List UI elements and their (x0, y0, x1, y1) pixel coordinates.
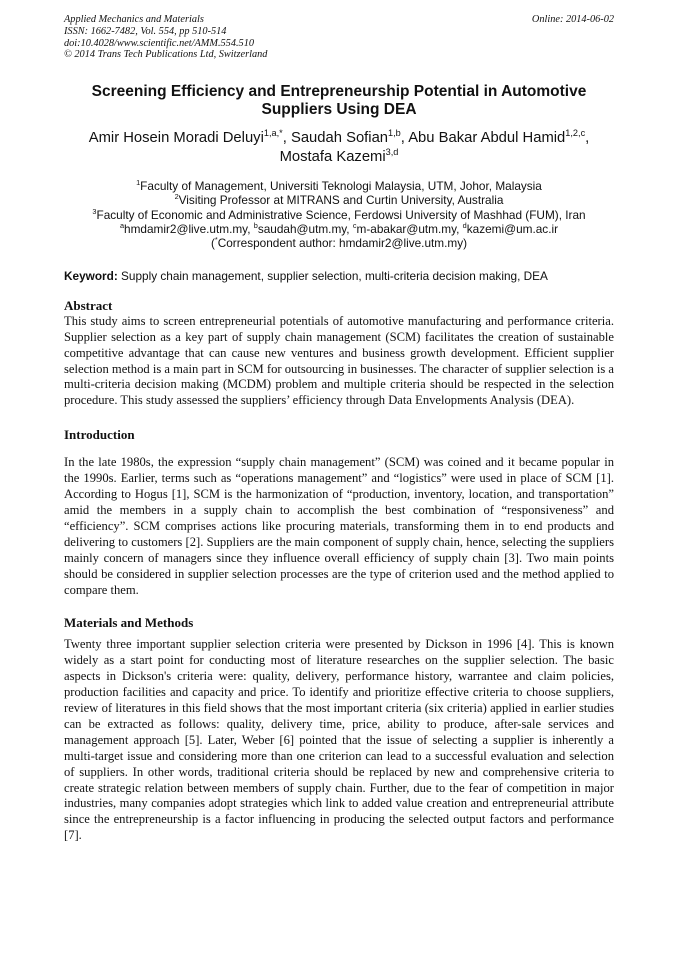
authors-line-1 (64, 129, 614, 148)
affiliation-2 (64, 193, 614, 207)
affiliation-sup: 2 (174, 192, 179, 202)
affiliations (64, 179, 614, 251)
correspondent-text: Correspondent author: hmdamir2@live.utm.my) (217, 236, 468, 251)
affiliation-text: Visiting Professor at MITRANS and Curtin University, Australia (178, 193, 504, 208)
email-sup: d (462, 221, 467, 231)
affiliation-text: Faculty of Management, Universiti Teknologi Malaysia, UTM, Johor, Malaysia (140, 178, 542, 193)
email-sup: c (352, 221, 357, 231)
issn-line: ISSN: 1662-7482, Vol. 554, pp 510-514 (64, 26, 227, 37)
email-sup: a (119, 221, 125, 231)
author-name: Saudah Sofian (290, 129, 389, 146)
introduction-text: In the late 1980s, the expression “supply chain management” (SCM) was coined and it became popular in the 1990s. Earlier, terms such as “operations management” and “logistics” were used in place of SCM [1]. According to Hogus [1], SCM is the harmonization of “production, inventory, location, and transportation” amid the members in a supply chain to accomplish the best combination of “responsiveness” and “efficiency”. SCM comprises actions like procuring materials, transforming them in to end products and delivering to customers [2]. Suppliers are the main component of supply chain, hence, selecting the suppliers mainly concern of managers since they influence overall efficiency of supply chain [3]. Two main points should be considered in supplier selection processes are the type of criterion used and the method applied to compare them. (64, 455, 614, 597)
running-header (64, 14, 614, 26)
affiliation-sup: 1 (136, 177, 141, 187)
author-list (64, 129, 614, 167)
author-separator: , (585, 129, 590, 146)
affiliation-1 (64, 179, 614, 193)
affiliation-text: Faculty of Economic and Administrative Science, Ferdowsi University of Mashhad (FUM), Iran (96, 207, 586, 222)
author-name: Abu Bakar Abdul Hamid (408, 129, 566, 146)
abstract-section (64, 298, 614, 409)
author-name: Amir Hosein Moradi Deluyi (88, 129, 264, 146)
author-separator: , (400, 129, 409, 146)
abstract-heading: Abstract (64, 297, 113, 313)
doi-line: doi:10.4028/www.scientific.net/AMM.554.510 (64, 37, 254, 49)
email-sup: b (253, 221, 258, 231)
correspondent-line (64, 236, 614, 250)
author-sup: 1,2,c (565, 127, 586, 138)
email-line (64, 222, 614, 236)
correspondent-open: ( (210, 236, 215, 251)
email-text: hmdamir2@live.utm.my, (124, 222, 254, 236)
title-line-1: Screening Efficiency and Entrepreneurship Potential in Automotive (91, 82, 587, 100)
author-sup: 1,a,* (263, 127, 283, 138)
correspondent-sup: * (214, 235, 218, 245)
methods-section (64, 615, 614, 844)
authors-line-2 (64, 148, 614, 167)
author-sup: 1,b (388, 127, 401, 138)
introduction-section (64, 427, 614, 598)
journal-name: Applied Mechanics and Materials (64, 14, 204, 25)
paper-page (64, 14, 614, 844)
methods-heading: Materials and Methods (64, 615, 194, 631)
online-date: Online: 2014-06-02 (531, 14, 614, 25)
email-text: kazemi@um.ac.ir (466, 222, 559, 236)
introduction-heading: Introduction (64, 427, 135, 443)
author-name: Mostafa Kazemi (279, 148, 386, 165)
title-line-2: Suppliers Using DEA (261, 100, 417, 118)
affiliation-sup: 3 (92, 206, 97, 216)
paper-title (64, 83, 614, 119)
publication-info (64, 26, 614, 61)
copyright-line: © 2014 Trans Tech Publications Ltd, Switzerland (64, 49, 268, 61)
methods-text: Twenty three important supplier selection criteria were presented by Dickson in 1996 [4]. This is known widely as a start point for conducting most of literature researches on the supplier selection. The basic aspects in Dickson's criteria were: quality, delivery, performance history, warrantee and claim policies, production facilities and capacity and price. To identify and prioritize effective criteria to choose suppliers, review of literatures in this field shows that the most important criteria (six criteria) applied in earlier studies can be extracted as follows: quality, delivery time, price, ability to produce, after-sale services and management approach [5]. Later, Weber [6] pointed that the issue of selecting a supplier is inherently a multi-target issue and considering more than one criterion can lead to a successful evaluation and selection of suppliers. In other words, traditional criteria should be replaced by new and comprehensive criteria to create strategic relation between members of supply chain. Further, due to the fear of competition in major industries, many companies adopt strategies which link to added value creation and entrepreneurial attribute since the entrepreneurship is a factor influencing in producing the selected output factors and performance [7]. (64, 637, 614, 843)
keyword-text: Supply chain management, supplier selection, multi-criteria decision making, DEA (117, 268, 548, 283)
keyword-label: Keyword: (64, 268, 118, 283)
abstract-text: This study aims to screen entrepreneurial potentials of automotive manufacturing and performance criteria. Supplier selection as a key part of supply chain management (SCM) facilitates the creation of sustainable competitive advantage that can cause new ventures and business growth development. Efficient supplier selection method is a main part in SCM for outsourcing in businesses. The character of supplier selection is a multi-criteria decision making (MCDM) problem and multiple criteria should be respected in the selection procedure. This study assessed the suppliers’ efficiency through Data Envelopments Analysis (DEA). (64, 313, 614, 408)
author-separator: , (282, 129, 291, 146)
keywords (64, 269, 614, 283)
author-sup: 3,d (385, 146, 399, 157)
email-text: m-abakar@utm.my, (356, 222, 463, 236)
affiliation-3 (64, 208, 614, 222)
email-text: saudah@utm.my, (257, 222, 353, 236)
